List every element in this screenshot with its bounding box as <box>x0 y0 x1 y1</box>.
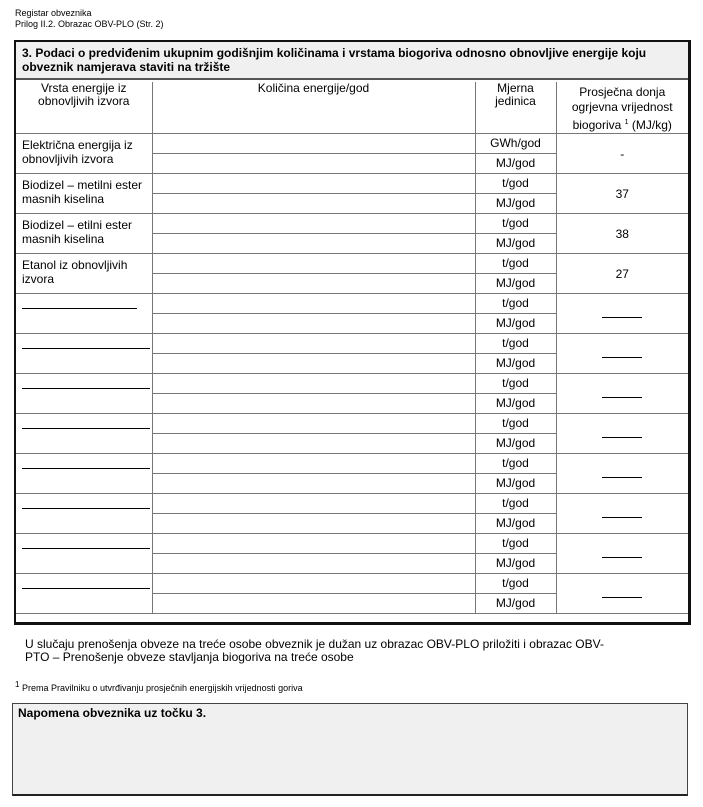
quantity-input-primary[interactable] <box>152 574 475 594</box>
unit-primary: t/god <box>475 254 556 274</box>
footnote <box>15 680 303 693</box>
quantity-input-mj[interactable] <box>152 274 475 294</box>
energy-type-blank-field[interactable] <box>16 374 152 414</box>
quantity-input-primary[interactable] <box>152 414 475 434</box>
quantity-input-primary[interactable] <box>152 494 475 514</box>
form-page-label: Prilog II.2. Obrazac OBV-PLO (Str. 2) <box>15 19 164 29</box>
quantity-input-primary[interactable] <box>152 454 475 474</box>
register-label: Registar obveznika <box>15 8 92 18</box>
table-row <box>16 334 688 354</box>
heating-value: 27 <box>556 254 688 294</box>
fill-in-line <box>602 507 642 518</box>
fill-in-line <box>22 579 150 589</box>
quantity-input-primary[interactable] <box>152 294 475 314</box>
quantity-input-mj[interactable] <box>152 514 475 534</box>
heating-value: 38 <box>556 214 688 254</box>
unit-mj: MJ/god <box>475 514 556 534</box>
fill-in-line <box>602 347 642 358</box>
quantity-input-mj[interactable] <box>152 554 475 574</box>
fill-in-line <box>602 387 642 398</box>
quantity-input-primary[interactable] <box>152 254 475 274</box>
fill-in-line <box>22 419 150 429</box>
quantity-input-mj[interactable] <box>152 474 475 494</box>
unit-mj: MJ/god <box>475 234 556 254</box>
table-row <box>16 534 688 554</box>
table-row <box>16 214 688 234</box>
column-header-unit: Mjerna jedinica <box>475 82 556 134</box>
unit-primary: t/god <box>475 374 556 394</box>
heating-value-blank-field[interactable] <box>556 294 688 334</box>
heating-value: - <box>556 134 688 174</box>
heating-value-blank-field[interactable] <box>556 574 688 614</box>
unit-mj: MJ/god <box>475 474 556 494</box>
heating-value-blank-field[interactable] <box>556 494 688 534</box>
unit-mj: MJ/god <box>475 314 556 334</box>
heating-value-blank-field[interactable] <box>556 334 688 374</box>
unit-mj: MJ/god <box>475 594 556 614</box>
quantity-input-mj[interactable] <box>152 314 475 334</box>
obligor-note-label: Napomena obveznika uz točku 3. <box>18 706 207 720</box>
table-header-row <box>16 82 688 134</box>
fill-in-line <box>602 427 642 438</box>
fill-in-line <box>22 539 150 549</box>
quantity-input-primary[interactable] <box>152 214 475 234</box>
quantity-input-mj[interactable] <box>152 594 475 614</box>
footnote-text: Prema Pravilniku o utvrđivanju prosječnih energijskih vrijednosti goriva <box>21 683 303 693</box>
fill-in-line <box>22 459 150 469</box>
energy-type-blank-field[interactable] <box>16 294 152 334</box>
table-row <box>16 494 688 514</box>
fill-in-line <box>602 307 642 318</box>
quantity-input-primary[interactable] <box>152 534 475 554</box>
heating-value-blank-field[interactable] <box>556 414 688 454</box>
energy-type-blank-field[interactable] <box>16 574 152 614</box>
fill-in-line <box>22 339 150 349</box>
heating-value: 37 <box>556 174 688 214</box>
fill-in-line <box>602 467 642 478</box>
section-title: 3. Podaci o predviđenim ukupnim godišnjim količinama i vrstama biogoriva odnosno obnovljive energije koju obveznik namjerava staviti na tržište <box>16 42 688 80</box>
unit-primary: t/god <box>475 414 556 434</box>
unit-primary: t/god <box>475 534 556 554</box>
unit-primary: t/god <box>475 494 556 514</box>
table-row <box>16 374 688 394</box>
energy-type-label: Električna energija iz obnovljivih izvora <box>16 134 152 174</box>
fill-in-line <box>22 499 150 509</box>
obligor-note-box[interactable] <box>12 703 688 796</box>
energy-type-blank-field[interactable] <box>16 454 152 494</box>
footnote-marker: 1 <box>15 680 20 689</box>
heating-value-blank-field[interactable] <box>556 454 688 494</box>
energy-quantities-table <box>16 82 688 614</box>
unit-primary: GWh/god <box>475 134 556 154</box>
heating-value-blank-field[interactable] <box>556 534 688 574</box>
section-3-frame <box>14 40 691 625</box>
energy-type-label: Biodizel – metilni ester masnih kiselina <box>16 174 152 214</box>
quantity-input-mj[interactable] <box>152 234 475 254</box>
unit-mj: MJ/god <box>475 354 556 374</box>
quantity-input-mj[interactable] <box>152 434 475 454</box>
table-row <box>16 414 688 434</box>
unit-primary: t/god <box>475 454 556 474</box>
unit-primary: t/god <box>475 214 556 234</box>
fill-in-line <box>22 379 150 389</box>
unit-mj: MJ/god <box>475 274 556 294</box>
table-row <box>16 574 688 594</box>
fill-in-line <box>602 587 642 598</box>
unit-mj: MJ/god <box>475 434 556 454</box>
column-header-type: Vrsta energije iz obnovljivih izvora <box>16 82 152 134</box>
quantity-input-primary[interactable] <box>152 334 475 354</box>
unit-primary: t/god <box>475 334 556 354</box>
energy-type-label: Biodizel – etilni ester masnih kiselina <box>16 214 152 254</box>
column-header-quantity: Količina energije/god <box>152 82 475 134</box>
energy-type-blank-field[interactable] <box>16 534 152 574</box>
table-row <box>16 134 688 154</box>
unit-primary: t/god <box>475 574 556 594</box>
column-header-heating-value: Prosječna donja ogrjevna vrijednost biogoriva $^1$ (MJ/kg) <box>556 82 688 134</box>
heating-value-blank-field[interactable] <box>556 374 688 414</box>
quantity-input-mj[interactable] <box>152 154 475 174</box>
fill-in-line <box>602 547 642 558</box>
quantity-input-primary[interactable] <box>152 374 475 394</box>
energy-type-blank-field[interactable] <box>16 334 152 374</box>
table-row <box>16 294 688 314</box>
transfer-obligation-info: U slučaju prenošenja obveze na treće osobe obveznik je dužan uz obrazac OBV-PLO priložiti i obrazac OBV-PTO – Prenošenje obveze stavljanja biogoriva na treće osobe <box>25 637 604 664</box>
energy-type-blank-field[interactable] <box>16 494 152 534</box>
table-row <box>16 454 688 474</box>
unit-mj: MJ/god <box>475 194 556 214</box>
unit-mj: MJ/god <box>475 394 556 414</box>
table-row <box>16 254 688 274</box>
quantity-input-primary[interactable] <box>152 174 475 194</box>
quantity-input-mj[interactable] <box>152 394 475 414</box>
quantity-input-primary[interactable] <box>152 134 475 154</box>
unit-mj: MJ/god <box>475 554 556 574</box>
energy-type-blank-field[interactable] <box>16 414 152 454</box>
unit-primary: t/god <box>475 174 556 194</box>
quantity-input-mj[interactable] <box>152 194 475 214</box>
table-row <box>16 174 688 194</box>
quantity-input-mj[interactable] <box>152 354 475 374</box>
unit-mj: MJ/god <box>475 154 556 174</box>
energy-type-label: Etanol iz obnovljivih izvora <box>16 254 152 294</box>
unit-primary: t/god <box>475 294 556 314</box>
document-header <box>15 8 164 30</box>
fill-in-line <box>22 299 137 309</box>
